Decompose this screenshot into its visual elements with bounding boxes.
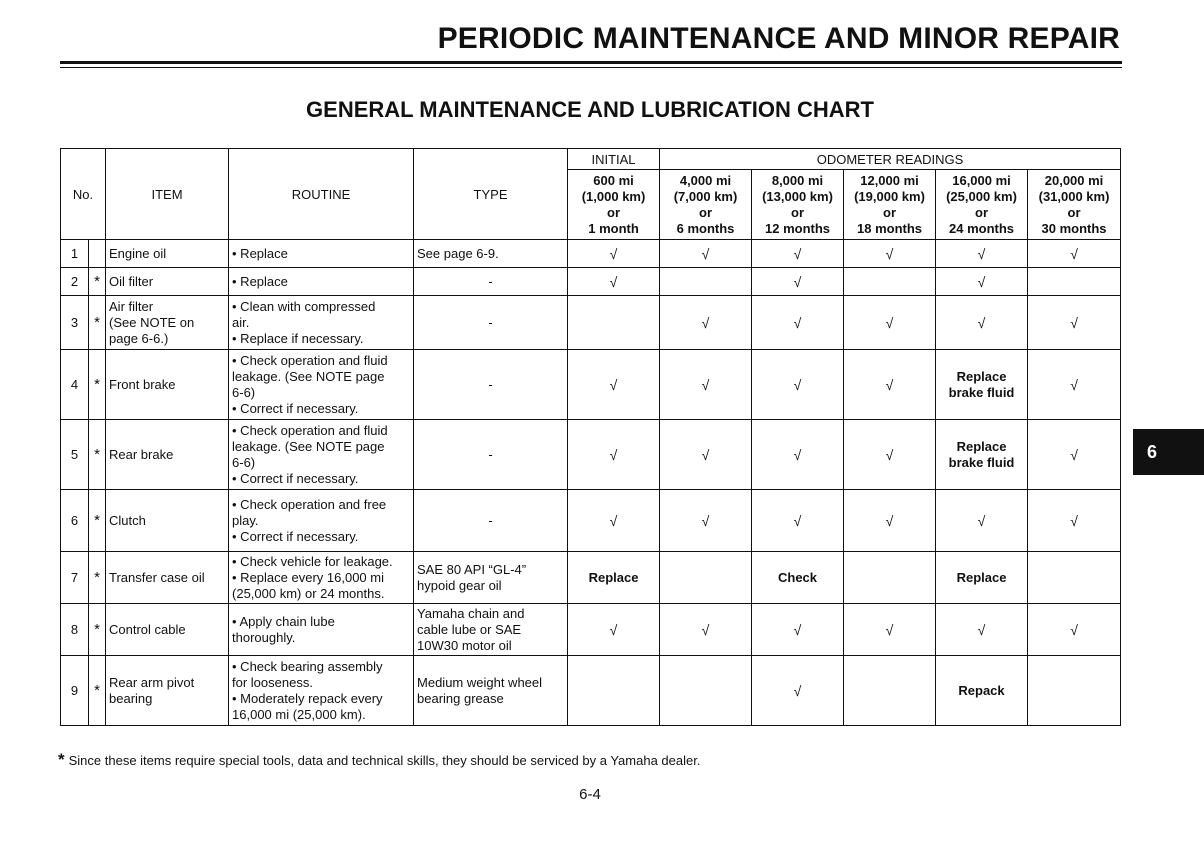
header-odometer-readings: ODOMETER READINGS — [660, 149, 1121, 170]
check-mark — [660, 552, 752, 604]
check-mark: √ — [660, 604, 752, 656]
interval-header-0 — [568, 170, 660, 240]
table-row — [61, 420, 1121, 490]
routine-line: • Replace — [232, 245, 288, 261]
routine-line: • Check operation and fluid — [232, 422, 388, 438]
routine-line: play. — [232, 512, 259, 528]
interval-or: or — [1067, 204, 1081, 220]
check-mark — [660, 268, 752, 296]
type-line: - — [488, 512, 493, 528]
check-mark: √ — [844, 420, 936, 490]
item-name — [106, 350, 229, 420]
routine-line: • Check operation and free — [232, 496, 387, 512]
check-mark: √ — [936, 268, 1028, 296]
item-line: Rear arm pivot — [109, 674, 195, 690]
check-mark: √ — [752, 350, 844, 420]
check-mark: √ — [936, 240, 1028, 268]
check-mark: √ — [752, 656, 844, 726]
dealer-star: * — [89, 296, 106, 350]
interval-km: (7,000 km) — [673, 188, 738, 204]
type-line: Yamaha chain and — [417, 605, 525, 621]
check-mark — [844, 552, 936, 604]
interval-km: (13,000 km) — [762, 188, 833, 204]
header-item: ITEM — [106, 149, 229, 240]
item-name — [106, 490, 229, 552]
type-line: hypoid gear oil — [417, 577, 502, 593]
header-routine: ROUTINE — [229, 149, 414, 240]
table-row — [61, 350, 1121, 420]
interval-header-2 — [752, 170, 844, 240]
interval-header-3 — [844, 170, 936, 240]
check-mark: √ — [844, 350, 936, 420]
item-line: Air filter — [109, 298, 154, 314]
service-action: Replace — [568, 552, 660, 604]
interval-or: or — [699, 204, 713, 220]
type-line: - — [488, 273, 493, 289]
check-mark: √ — [844, 490, 936, 552]
check-mark: √ — [1028, 604, 1121, 656]
footnote-text: Since these items require special tools, data and technical skills, they should be serviced by a Yamaha dealer. — [68, 753, 701, 768]
check-mark — [660, 656, 752, 726]
check-mark — [844, 268, 936, 296]
type-text — [414, 604, 568, 656]
type-text — [414, 490, 568, 552]
interval-months: 12 months — [765, 220, 831, 236]
table-row — [61, 240, 1121, 268]
section-tab: 6 — [1133, 429, 1204, 475]
routine-line: • Moderately repack every — [232, 690, 383, 706]
item-name — [106, 656, 229, 726]
header-row-top — [61, 149, 1121, 170]
item-line: Transfer case oil — [109, 569, 205, 585]
interval-km: (19,000 km) — [854, 188, 925, 204]
check-mark — [844, 656, 936, 726]
check-mark: √ — [752, 490, 844, 552]
check-mark: √ — [1028, 490, 1121, 552]
item-line: bearing — [109, 690, 153, 706]
type-text — [414, 268, 568, 296]
check-mark: √ — [844, 240, 936, 268]
footnote — [58, 750, 700, 770]
check-mark: √ — [752, 240, 844, 268]
item-line: (See NOTE on — [109, 314, 195, 330]
table-row — [61, 296, 1121, 350]
chart-title: GENERAL MAINTENANCE AND LUBRICATION CHART — [306, 97, 874, 122]
type-line: bearing grease — [417, 690, 504, 706]
item-name — [106, 420, 229, 490]
dealer-star: * — [89, 552, 106, 604]
interval-km: (25,000 km) — [946, 188, 1017, 204]
interval-mi: 4,000 mi — [679, 172, 732, 188]
interval-months: 6 months — [676, 220, 735, 236]
routine-line: leakage. (See NOTE page — [232, 438, 385, 454]
dealer-star: * — [89, 350, 106, 420]
check-mark: √ — [844, 296, 936, 350]
routine-line: • Check vehicle for leakage. — [232, 553, 393, 569]
type-line: SAE 80 API “GL-4” — [417, 561, 527, 577]
row-number: 8 — [61, 604, 89, 656]
check-mark: √ — [1028, 296, 1121, 350]
check-mark: √ — [752, 420, 844, 490]
item-name — [106, 552, 229, 604]
interval-months: 24 months — [949, 220, 1015, 236]
row-number: 3 — [61, 296, 89, 350]
interval-months: 30 months — [1041, 220, 1107, 236]
type-text — [414, 552, 568, 604]
item-name — [106, 604, 229, 656]
item-line: Rear brake — [109, 446, 174, 462]
table-row — [61, 268, 1121, 296]
check-mark — [1028, 656, 1121, 726]
routine-text — [229, 604, 414, 656]
routine-line: 6-6) — [232, 454, 256, 470]
routine-line: 16,000 mi (25,000 km). — [232, 706, 366, 722]
routine-text — [229, 240, 414, 268]
service-action: Replace brake fluid — [936, 420, 1028, 490]
routine-line: • Replace — [232, 273, 288, 289]
service-action: Replace — [936, 552, 1028, 604]
check-mark: √ — [568, 268, 660, 296]
type-text — [414, 420, 568, 490]
check-mark: √ — [752, 604, 844, 656]
check-mark — [568, 656, 660, 726]
interval-header-1 — [660, 170, 752, 240]
check-mark: √ — [752, 296, 844, 350]
check-mark: √ — [660, 420, 752, 490]
header-no: No. — [61, 149, 106, 240]
check-mark — [1028, 268, 1121, 296]
routine-line: (25,000 km) or 24 months. — [232, 585, 385, 601]
header-initial: INITIAL — [568, 149, 660, 170]
dealer-star: * — [89, 604, 106, 656]
type-text — [414, 656, 568, 726]
item-name — [106, 296, 229, 350]
type-text — [414, 350, 568, 420]
type-text — [414, 240, 568, 268]
table-row — [61, 490, 1121, 552]
dealer-star: * — [89, 490, 106, 552]
interval-mi: 16,000 mi — [952, 172, 1011, 188]
header-rule-thin — [60, 67, 1122, 68]
interval-header-5 — [1028, 170, 1121, 240]
routine-text — [229, 420, 414, 490]
check-mark — [1028, 552, 1121, 604]
item-line: Clutch — [109, 512, 146, 528]
check-mark: √ — [936, 490, 1028, 552]
footnote-star: * — [58, 750, 65, 769]
type-line: cable lube or SAE — [417, 621, 522, 637]
interval-mi: 8,000 mi — [771, 172, 824, 188]
check-mark: √ — [844, 604, 936, 656]
interval-mi: 600 mi — [593, 172, 634, 188]
routine-text — [229, 656, 414, 726]
row-number: 2 — [61, 268, 89, 296]
routine-line: 6-6) — [232, 384, 256, 400]
type-line: See page 6-9. — [417, 245, 499, 261]
routine-text — [229, 490, 414, 552]
item-line: Control cable — [109, 621, 186, 637]
interval-mi: 12,000 mi — [860, 172, 919, 188]
check-mark: √ — [936, 296, 1028, 350]
header-type: TYPE — [414, 149, 568, 240]
dealer-star: * — [89, 268, 106, 296]
check-mark: √ — [568, 604, 660, 656]
check-mark: √ — [568, 240, 660, 268]
page-header: PERIODIC MAINTENANCE AND MINOR REPAIR — [437, 22, 1120, 55]
type-line: - — [488, 314, 493, 330]
check-mark: √ — [1028, 420, 1121, 490]
interval-or: or — [607, 204, 621, 220]
type-line: - — [488, 376, 493, 392]
routine-line: • Correct if necessary. — [232, 528, 359, 544]
row-number: 4 — [61, 350, 89, 420]
table-row — [61, 552, 1121, 604]
routine-line: • Check operation and fluid — [232, 352, 388, 368]
routine-line: leakage. (See NOTE page — [232, 368, 385, 384]
check-mark: √ — [752, 268, 844, 296]
check-mark: √ — [1028, 350, 1121, 420]
routine-line: • Correct if necessary. — [232, 470, 359, 486]
routine-line: • Replace every 16,000 mi — [232, 569, 384, 585]
interval-km: (31,000 km) — [1038, 188, 1110, 204]
type-line: - — [488, 446, 493, 462]
routine-line: for looseness. — [232, 674, 313, 690]
routine-line: • Replace if necessary. — [232, 330, 364, 346]
page-number: 6-4 — [579, 786, 601, 803]
item-line: Oil filter — [109, 273, 154, 289]
table-row — [61, 656, 1121, 726]
check-mark: √ — [568, 350, 660, 420]
check-mark: √ — [660, 296, 752, 350]
dealer-star — [89, 240, 106, 268]
service-action: Check — [752, 552, 844, 604]
service-action: Repack — [936, 656, 1028, 726]
row-number: 7 — [61, 552, 89, 604]
item-line: Engine oil — [109, 245, 167, 261]
check-mark: √ — [660, 350, 752, 420]
routine-line: • Check bearing assembly — [232, 658, 383, 674]
type-line: 10W30 motor oil — [417, 637, 512, 653]
check-mark: √ — [660, 240, 752, 268]
dealer-star: * — [89, 656, 106, 726]
row-number: 9 — [61, 656, 89, 726]
interval-km: (1,000 km) — [581, 188, 646, 204]
service-action: Replace brake fluid — [936, 350, 1028, 420]
item-line: Front brake — [109, 376, 176, 392]
row-number: 1 — [61, 240, 89, 268]
type-text — [414, 296, 568, 350]
routine-text — [229, 296, 414, 350]
check-mark: √ — [568, 420, 660, 490]
interval-or: or — [883, 204, 897, 220]
type-line: Medium weight wheel — [417, 674, 543, 690]
routine-text — [229, 350, 414, 420]
dealer-star: * — [89, 420, 106, 490]
routine-text — [229, 268, 414, 296]
check-mark — [568, 296, 660, 350]
maintenance-chart-table — [60, 148, 1121, 726]
header-rule-thick — [60, 61, 1122, 64]
routine-line: • Clean with compressed — [232, 298, 376, 314]
routine-line: air. — [232, 314, 250, 330]
check-mark: √ — [936, 604, 1028, 656]
item-name — [106, 240, 229, 268]
routine-line: • Correct if necessary. — [232, 400, 359, 416]
item-line: page 6-6.) — [109, 330, 169, 346]
interval-mi: 20,000 mi — [1044, 172, 1104, 188]
interval-months: 1 month — [588, 220, 639, 236]
interval-or: or — [791, 204, 805, 220]
row-number: 6 — [61, 490, 89, 552]
row-number: 5 — [61, 420, 89, 490]
routine-text — [229, 552, 414, 604]
check-mark: √ — [1028, 240, 1121, 268]
interval-header-4 — [936, 170, 1028, 240]
check-mark: √ — [568, 490, 660, 552]
table-row — [61, 604, 1121, 656]
routine-line: • Apply chain lube — [232, 613, 335, 629]
interval-or: or — [975, 204, 989, 220]
check-mark: √ — [660, 490, 752, 552]
routine-line: thoroughly. — [232, 629, 296, 645]
item-name — [106, 268, 229, 296]
interval-months: 18 months — [857, 220, 923, 236]
